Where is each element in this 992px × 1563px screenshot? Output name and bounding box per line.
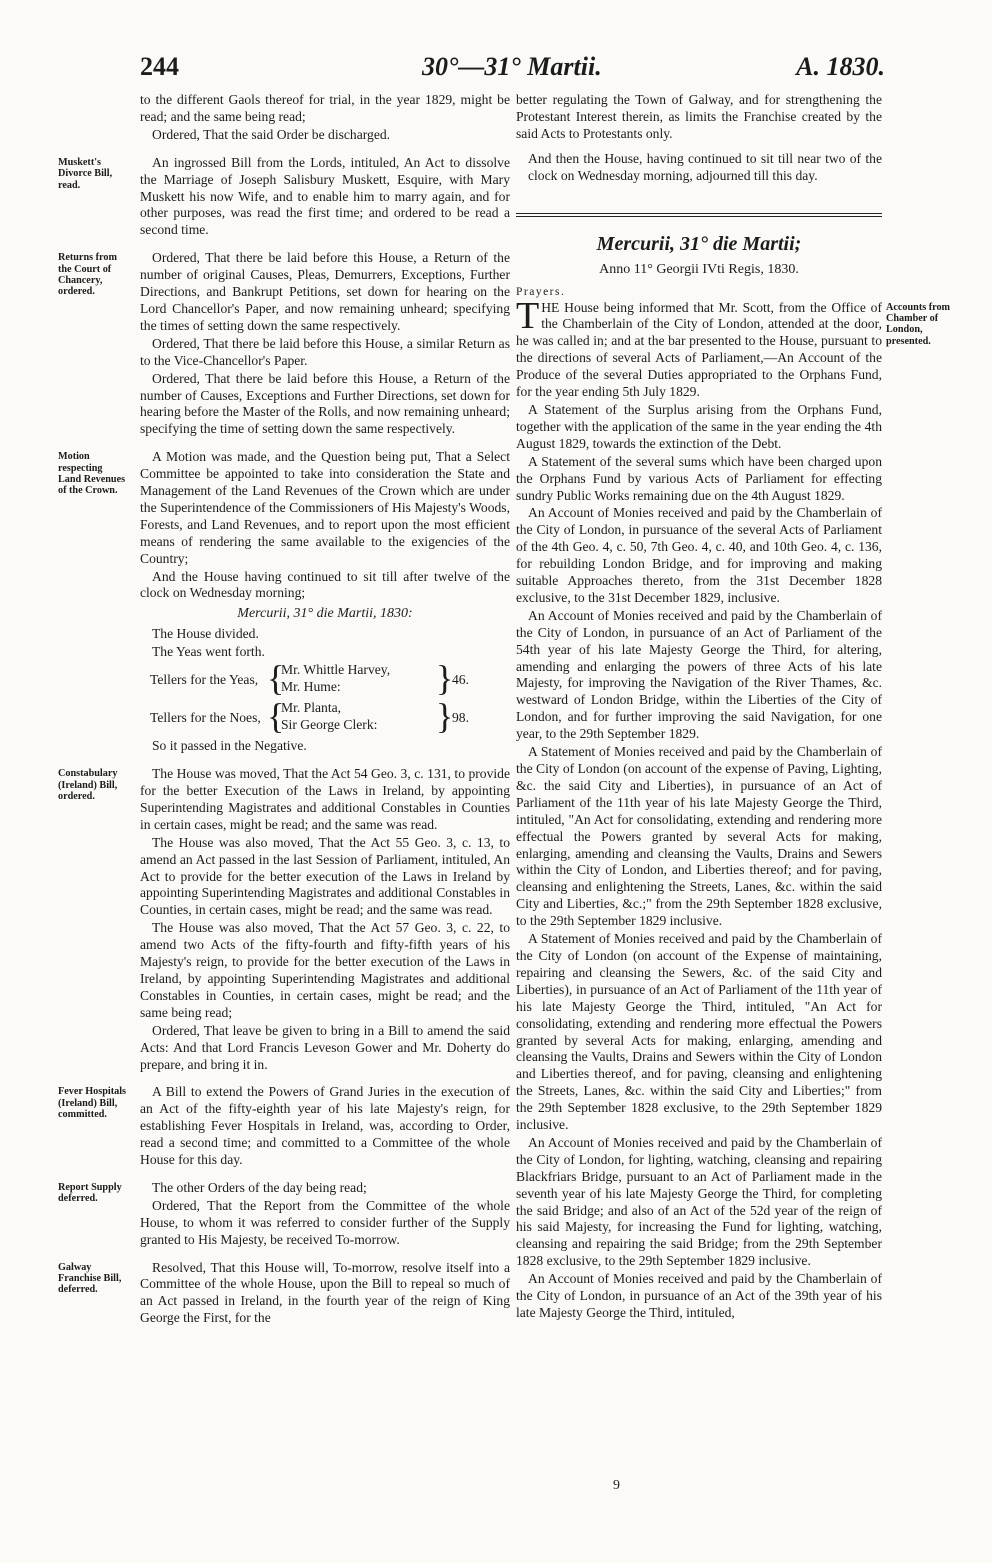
returns-paragraph-3: Ordered, That there be laid before this House, a Return of the number of Causes, Exceptions and Further Directions, set down for hearing before the Master of the Rolls, and now remaining unheard; specifying the time of setting down the same respectively. — [140, 370, 510, 437]
page-header — [140, 52, 885, 86]
constabulary-paragraph-4: Ordered, That leave be given to bring in a Bill to amend the said Acts: And that Lord Francis Leveson Gower and Mr. Doherty do prepare, and bring it in. — [140, 1022, 510, 1072]
constabulary-paragraph-1: The House was moved, That the Act 54 Geo. 3, c. 131, to provide for the better Execution of the Laws in Ireland, by appointing Superintending Magistrates and additional Constables in Counties in certain cases, might be read; and the same was read. — [140, 766, 510, 832]
margin-note-muskett: Muskett's Divorce Bill, read. — [58, 156, 113, 191]
page-year: A. 1830. — [796, 52, 885, 81]
accounts-paragraph-6: A Statement of Monies received and paid by the Chamberlain of the City of London (on account of the expense of Paving, Lighting, &c. the said City and Liberties), in pursuance of an Act of Parliament of the 11th year of his late Majesty George the Third, intituled, "An Act for consolidating, extending and rendering more effectual the Powers granted by several Acts for making, enlarging, amending and cleansing the Vaults, Drains and Sewers within the City of London, and Liberties thereof; and for paving, cleansing and enlightening the Streets, Lanes, &c. within the said City and Liberties, &c.;" from the 29th September 1828 exclusive, to the 29th September 1829 inclusive. — [516, 744, 882, 929]
returns-paragraph-1: Ordered, That there be laid before this House, a Return of the number of original Causes, Pleas, Demurrers, Exceptions, Further Directions, and Bankrupt Petitions, set down for hearing on the Lord Chancellor's Paper, and now remaining unheard; specifying the times of setting down the same respectively. — [140, 250, 510, 333]
yeas-went-forth: The Yeas went forth. — [152, 644, 265, 660]
teller-yea-1: Mr. Whittle Harvey, — [281, 662, 391, 678]
margin-note-constabulary: Constabulary (Ireland) Bill, ordered. — [58, 768, 118, 802]
teller-no-1: Mr. Planta, — [281, 700, 342, 716]
opening-order: Ordered, That the said Order be discharged. — [152, 126, 391, 142]
accounts-paragraph-1 — [516, 294, 882, 401]
tellers-noes-label: Tellers for the Noes, — [150, 710, 261, 726]
right-brace: } — [436, 658, 454, 699]
margin-note-accounts: Accounts from Chamber of London, presented. — [886, 301, 951, 347]
right-column — [516, 92, 951, 1323]
regnal-year: Anno 11° Georgii IVti Regis, 1830. — [599, 261, 799, 277]
galway-continuation: better regulating the Town of Galway, and for strengthening the Protestant Interest therein, as limits the Franchise created by the said Acts to Protestants only. — [516, 92, 882, 141]
left-brace: { — [267, 658, 285, 699]
tellers-noes-names — [281, 700, 377, 734]
noes-count: 98. — [452, 710, 469, 726]
accounts-section — [516, 294, 951, 1322]
accounts-paragraph-4: An Account of Monies received and paid by the Chamberlain of the City of London, in pursuance of the several Acts of Parliament of the 4th Geo. 4, c. 50, 7th Geo. 4, c. 40, and 10th Geo. 4, c. 136, for rebuilding London Bridge, and for improving and making suitable Approaches thereto, from the 31st December 1828 exclusive, to the 31st December 1829, inclusive. — [516, 505, 882, 605]
right-brace: } — [436, 696, 454, 737]
drop-cap: T — [516, 294, 540, 337]
division-heading: Mercurii, 31° die Martii, 1830: — [237, 606, 413, 622]
motion-section — [58, 449, 510, 755]
accounts-paragraph-3: A Statement of the several sums which have been charged upon the Orphans Fund by various Acts of Parliament for effecting sundry Public Works remaining due on the 4th August 1829. — [516, 453, 882, 503]
page-date: 30°—31° Martii. — [422, 52, 602, 81]
supply-section — [58, 1179, 510, 1249]
accounts-paragraph-9: An Account of Monies received and paid by the Chamberlain of the City of London, in pursuance of an Act of the 39th year of his late Majesty George the Third, intituled, — [516, 1271, 882, 1320]
returns-paragraph-2: Ordered, That there be laid before this House, a similar Return as to the Vice-Chancellor's Paper. — [140, 335, 510, 368]
yeas-count: 46. — [452, 672, 469, 688]
motion-paragraph-1: A Motion was made, and the Question being put, That a Select Committee be appointed to take into consideration the State and Management of the Land Revenues of the Crown which are under the Superintendence of the Commissioners of His Majesty's Woods, Forests, and Land Revenues, and to report upon the most efficient means of rendering the same available to the exigencies of the Country; — [140, 449, 510, 566]
constabulary-paragraph-3: The House was also moved, That the Act 57 Geo. 3, c. 22, to amend two Acts of the fifty-fourth and fifty-fifth years of his Majesty's reign, to provide for the better execution of the Laws in Ireland, by appointing Superintending Magistrates and additional Constables in Counties, in certain cases, might be read; and the same being read; — [140, 920, 510, 1020]
teller-no-2: Sir George Clerk: — [281, 717, 378, 733]
margin-note-supply: Report Supply deferred. — [58, 1181, 122, 1205]
muskett-paragraph: An ingrossed Bill from the Lords, intituled, An Act to dissolve the Marriage of Joseph Salisbury Muskett, Esquire, with Mary Muskett his now Wife, and to enable him to marry again, and for other purposes, was read the first time; and ordered to be read a second time. — [140, 154, 510, 238]
supply-paragraph-2: Ordered, That the Report from the Committee of the whole House, to whom it was referred to consider further of the Supply granted to His Majesty, be received To-morrow. — [140, 1197, 510, 1247]
adjournment: And then the House, having continued to sit till near two of the clock on Wednesday morning, adjourned till this day. — [528, 150, 882, 183]
fever-section — [58, 1084, 510, 1169]
accounts-paragraph-1-text: HE House being informed that Mr. Scott, from the Office of the Chamberlain of the City of London, attended at the door, he was called in; and at the bar presented to the House, pursuant to the directions of several Acts of Parliament,—An Account of the Produce of the several Duties appropriated to the Orphans Fund, for the year ending 5th July 1829. — [516, 299, 882, 400]
left-column — [58, 92, 510, 1328]
returns-section — [58, 250, 510, 438]
fever-paragraph: A Bill to extend the Powers of Grand Juries in the execution of an Act of the fifty-eighth year of his late Majesty's reign, for establishing Fever Hospitals in Ireland, was, according to Order, read a second time; and committed to a Committee of the whole House for this day. — [140, 1084, 510, 1168]
prayers-heading: Prayers. — [516, 285, 566, 298]
printer-signature: 9 — [613, 1478, 620, 1493]
accounts-paragraph-8: An Account of Monies received and paid by the Chamberlain of the City of London, for lighting, watching, cleansing and repairing Blackfriars Bridge, pursuant to an Act of Parliament made in the seventh year of his late Majesty George the Third, for completing the said Bridge; and also of an Act of the 52d year of the reign of his said Majesty, for increasing the Fund for lighting, watching, cleansing and repairing the said Bridge; from the 29th September 1828 exclusive, to the 29th September 1829 inclusive. — [516, 1134, 882, 1269]
negative-result: So it passed in the Negative. — [152, 738, 307, 754]
motion-paragraph-2: And the House having continued to sit till after twelve of the clock on Wednesday morning; — [140, 568, 510, 601]
margin-note-galway: Galway Franchise Bill, deferred. — [58, 1261, 122, 1296]
opening-section — [140, 92, 510, 144]
tellers-yeas — [140, 658, 510, 700]
day-title: Mercurii, 31° die Martii; — [596, 232, 802, 255]
left-brace: { — [267, 696, 285, 737]
tellers-noes — [140, 696, 510, 738]
teller-yea-2: Mr. Hume: — [281, 679, 341, 695]
opening-paragraph: to the different Gaols thereof for trial, in the year 1829, might be read; and the same being read; — [140, 92, 510, 124]
supply-paragraph-1: The other Orders of the day being read; — [152, 1179, 367, 1195]
constabulary-paragraph-2: The House was also moved, That the Act 55 Geo. 3, c. 13, to amend an Act passed in the last Session of Parliament, intituled, An Act to provide for the better execution of the Laws in Ireland by appointing Superintending Magistrates and additional Constables in Counties, in certain cases, might be read; and the same was read. — [140, 834, 510, 918]
muskett-section — [58, 154, 510, 240]
accounts-paragraph-2: A Statement of the Surplus arising from the Orphans Fund, together with the application of the same in the year ending the 4th August 1829, towards the extinction of the Debt. — [516, 401, 882, 451]
margin-note-fever: Fever Hospitals (Ireland) Bill, committed. — [58, 1086, 127, 1121]
margin-note-motion: Motion respecting Land Revenues of the Crown. — [58, 451, 126, 497]
tellers-yeas-names — [281, 662, 390, 696]
margin-note-returns: Returns from the Court of Chancery, ordered. — [58, 252, 117, 298]
house-divided: The House divided. — [152, 626, 259, 642]
galway-paragraph: Resolved, That this House will, To-morrow, resolve itself into a Committee of the whole House, upon the Bill to repeal so much of an Act passed in Ireland, in the fourth year of the reign of King George the First, for the — [140, 1259, 510, 1326]
galway-section — [58, 1259, 510, 1328]
tellers-yeas-label: Tellers for the Yeas, — [150, 672, 259, 688]
accounts-paragraph-5: An Account of Monies received and paid by the Chamberlain of the City of London, in pursuance of an Act of Parliament of the 54th year of his late Majesty George the Third, for altering, amending and enlarging the powers of three Acts of his late Majesty, for improving the Navigation of the River Thames, &c. westward of London Bridge, within the Liberties of the City of London, and for further improving the said Navigation, for one year, to the 29th September 1829. — [516, 607, 882, 742]
page-number: 244 — [140, 52, 179, 81]
constabulary-section — [58, 766, 510, 1073]
accounts-paragraph-7: A Statement of Monies received and paid by the Chamberlain of the City of London (on account of the Expense of maintaining, repairing and cleansing the Sewers, &c. of the said City and Liberties), in pursuance of an Act of Parliament of the 11th year of his late Majesty George the Third, intituled, "An Act for consolidating, extending and rendering more effectual the Powers granted by several Acts for making, enlarging, amending and cleansing the Vaults, Drains and Sewers within the City of London and Liberties thereof, and for paving, cleansing and enlightening the Streets, Lanes, &c. within the said City and Liberties;" from the 29th September 1828 exclusive, to the 29th September 1829 inclusive. — [516, 931, 882, 1133]
section-rule — [516, 213, 882, 217]
